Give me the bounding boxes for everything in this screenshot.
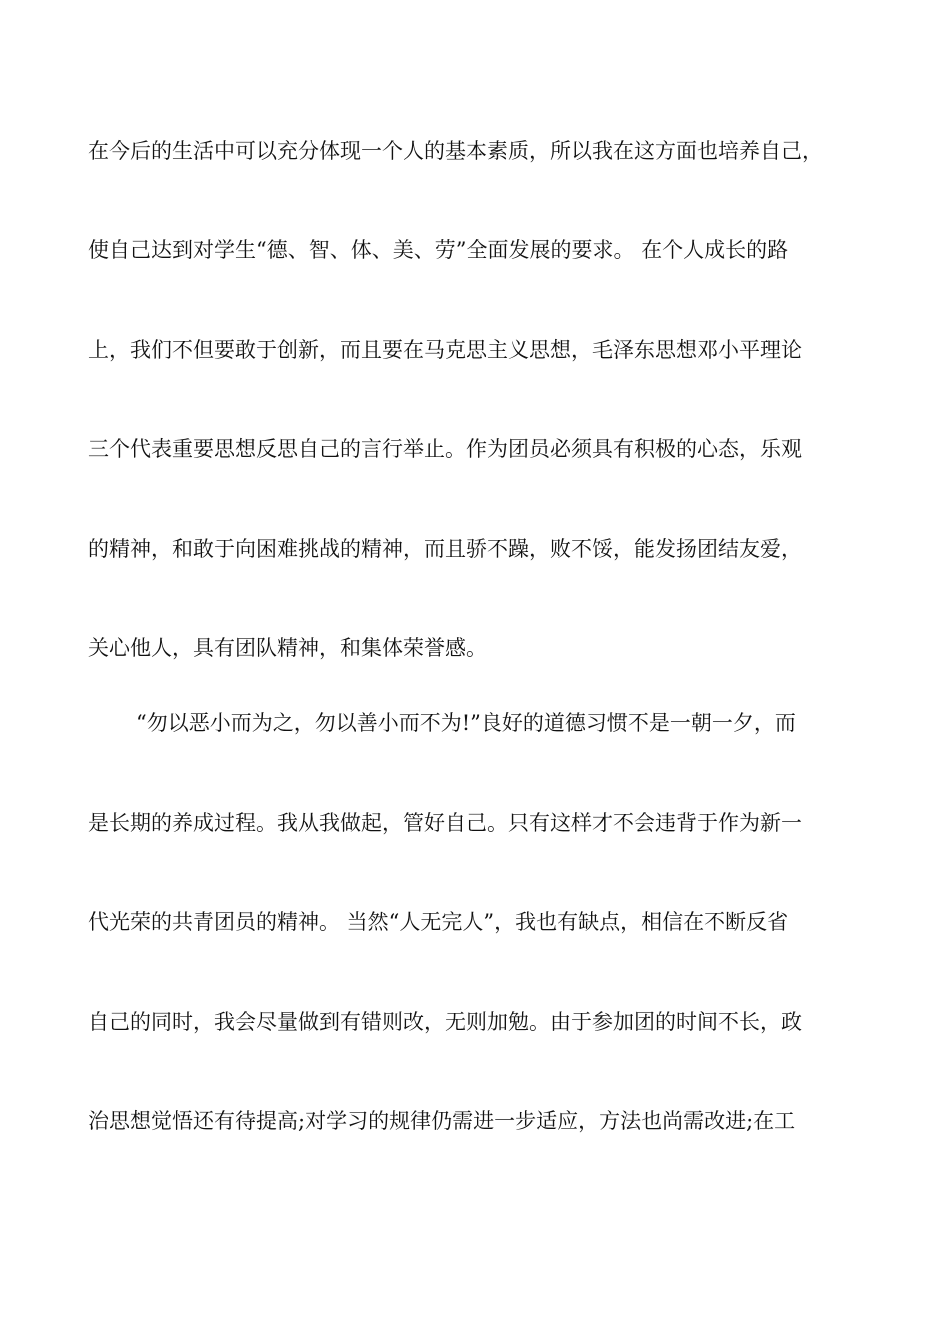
text-line-4: 三个代表重要思想反思自己的言行举止。作为团员必须具有积极的心态，乐观 bbox=[88, 437, 802, 461]
text-line-10: 自己的同时，我会尽量做到有错则改，无则加勉。由于参加团的时间不长，政 bbox=[88, 1010, 802, 1034]
text-line-1: 在今后的生活中可以充分体现一个人的基本素质，所以我在这方面也培养自己， bbox=[88, 139, 823, 163]
paragraph-2-line-1: “勿以恶小而为之，勿以善小而不为!”良好的道德习惯不是一朝一夕，而 bbox=[136, 711, 796, 735]
text-line-8: 是长期的养成过程。我从我做起，管好自己。只有这样才不会违背于作为新一 bbox=[88, 811, 802, 835]
text-line-6: 关心他人，具有团队精神，和集体荣誉感。 bbox=[88, 636, 487, 660]
text-line-5: 的精神，和敢于向困难挑战的精神，而且骄不躁，败不馁，能发扬团结友爱， bbox=[88, 537, 802, 561]
text-line-11: 治思想觉悟还有待提高;对学习的规律仍需进一步适应，方法也尚需改进;在工 bbox=[88, 1109, 796, 1133]
text-line-2: 使自己达到对学生“德、智、体、美、劳”全面发展的要求。 在个人成长的路 bbox=[88, 238, 789, 262]
text-line-9: 代光荣的共青团员的精神。 当然“人无完人”，我也有缺点，相信在不断反省 bbox=[88, 910, 789, 934]
text-line-3: 上，我们不但要敢于创新，而且要在马克思主义思想，毛泽东思想邓小平理论 bbox=[88, 338, 802, 362]
